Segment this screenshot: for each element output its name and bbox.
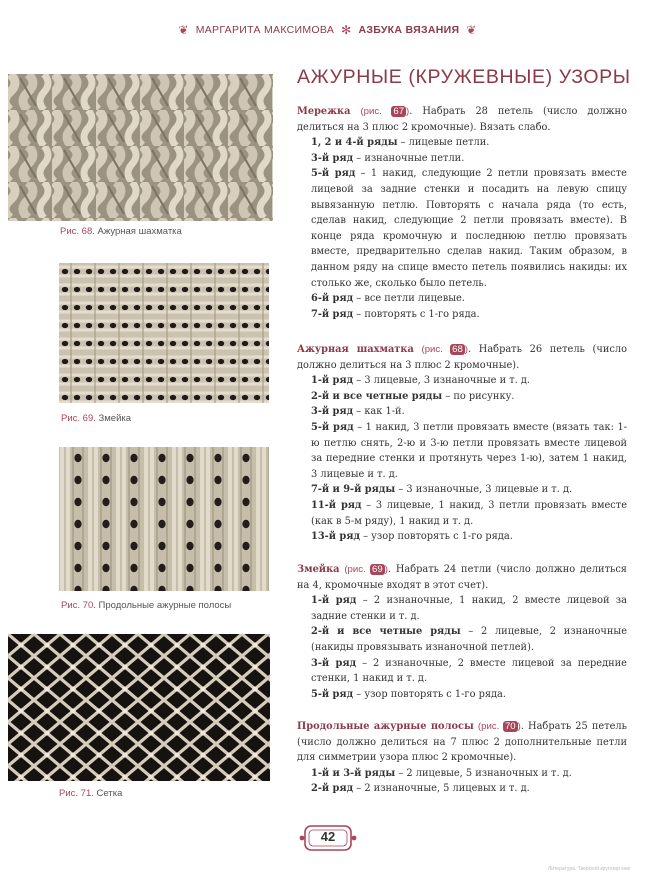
zmeyka-intro: . Набрать 24 петли (число должно делиться на 4, кромочные входят в этот счет). [297, 564, 627, 591]
section-polosy [297, 719, 627, 797]
caption-fig-69-name: Змейка [98, 413, 132, 424]
photo-fig-71 [8, 634, 270, 781]
caption-fig-70 [61, 600, 231, 611]
header-author: МАРГАРИТА МАКСИМОВА [195, 24, 335, 36]
row-label: 13-й ряд [311, 531, 360, 543]
row-label: 7-й ряд [311, 308, 354, 320]
row-item [297, 291, 627, 307]
caption-fig-70-name: Продольные ажурные полосы [98, 600, 232, 611]
section-zmeyka [297, 562, 627, 702]
caption-fig-68 [60, 226, 182, 237]
caption-fig-68-num: Рис. 68. [60, 226, 95, 237]
fig-ref-suffix: ) [464, 344, 468, 355]
row-text: – как 1-й. [353, 406, 405, 418]
row-label: 5-й ряд [311, 421, 354, 433]
caption-fig-69-num: Рис. 69. [61, 413, 96, 424]
section-shakhmatka [297, 342, 627, 545]
row-item [297, 498, 627, 529]
polosy-intro: . Набрать 25 петель (число должно делиться на 7 плюс 2 дополнительные петли для симметрии узора плюс 2 кромочные). [297, 721, 627, 764]
caption-fig-71 [59, 788, 122, 799]
row-label: 5-й ряд [311, 688, 354, 700]
row-label: 1, 2 и 4-й ряды [311, 137, 398, 149]
row-item [297, 687, 627, 703]
row-item [297, 656, 627, 687]
caption-fig-71-name: Сетка [96, 788, 123, 799]
zmeyka-heading: Змейка [297, 564, 340, 575]
header-separator-icon: ✻ [341, 23, 352, 37]
row-text: – узор повторять с 1-го ряда. [353, 688, 507, 700]
row-text: – 2 изнаночные, 5 лицевых и т. д. [353, 783, 530, 795]
row-label: 3-й ряд [311, 152, 354, 164]
row-item [297, 151, 627, 167]
row-item [297, 373, 627, 389]
row-label: 3-й ряд [311, 406, 354, 418]
footnote: Литература. Тверской кругозор книг [548, 866, 631, 872]
zmeyka-fig-ref [344, 564, 388, 575]
fig-ref-suffix: ) [406, 106, 410, 117]
fig-ref-prefix: (рис. [477, 721, 500, 732]
section-merezhka [297, 104, 627, 322]
row-text: – 1 накид, 3 петли провязать вместе (вязать так: 1-ю петлю снять, 2-ю и 3-ю петли провязать вместе лицевой за передние стенки и протянуть через 1-ю), затем 1 накид, 3 лицевые и т. д. [311, 421, 627, 480]
fig-ref-suffix: ) [517, 721, 521, 732]
fig-ref-prefix: (рис. [360, 106, 382, 117]
merezhka-fig-ref [360, 106, 409, 117]
merezhka-heading: Мережка [297, 106, 351, 117]
row-label: 2-й и все четные ряды [311, 626, 461, 638]
row-item [297, 593, 627, 624]
row-item [297, 135, 627, 151]
fig-ref-prefix: (рис. [421, 344, 443, 355]
row-label: 11-й ряд [311, 499, 362, 511]
header-book-title: АЗБУКА ВЯЗАНИЯ [358, 24, 460, 36]
caption-fig-68-name: Ажурная шахматка [97, 226, 182, 237]
row-item [297, 420, 627, 482]
row-text: – 3 изнаночные, 3 лицевые и т. д. [395, 484, 573, 496]
row-label: 1-й и 3-й ряды [311, 767, 396, 779]
row-text: – 1 накид, следующие 2 петли провязать вместе лицевой за задние стенки и посадить на левую спицу вывязанную петлю. Повторять с начала ряда (то есть, сделав накид, следующие 2 петли провязать вместе). В конце ряда кромочную и последнюю петлю провязать вместе, предварительно сделав накид. Таким образом, в данном ряду на спице вместо петель появились накиды: их столько же, сколько было петель. [311, 168, 627, 289]
row-item [297, 529, 627, 545]
row-text: – все петли лицевые. [353, 293, 465, 305]
row-item [297, 389, 627, 405]
row-text: – 2 изнаночные, 2 вместе лицевой за передние стенки, 1 накид и т. д. [311, 657, 627, 685]
row-label: 7-й и 9-й ряды [311, 484, 396, 496]
fig-ref-prefix: (рис. [344, 564, 366, 575]
row-item [297, 766, 627, 782]
shakhmatka-fig-ref [422, 344, 468, 355]
row-text: – 2 изнаночные, 1 накид, 2 вместе лицевой за задние стенки и т. д. [311, 595, 627, 622]
page-number-frame [299, 823, 357, 853]
polosy-heading: Продольные ажурные полосы [297, 721, 474, 732]
row-item [297, 482, 627, 498]
caption-fig-70-num: Рис. 70. [61, 600, 96, 611]
page-number: 42 [320, 829, 336, 844]
row-text: – по рисунку. [442, 390, 515, 402]
fig-ref-number: 67 [393, 106, 405, 117]
ornament-left-icon: ❦ [178, 23, 189, 37]
row-text: – 2 лицевые, 2 изнаночные (накиды провязывать изнаночной петлей). [311, 626, 627, 653]
row-label: 6-й ряд [311, 293, 354, 305]
row-text: – узор повторять с 1-го ряда. [360, 531, 513, 543]
row-label: 5-й ряд [311, 168, 356, 180]
row-item [297, 166, 627, 291]
photo-fig-70 [59, 447, 269, 591]
ornament-right-icon: ❦ [466, 23, 477, 37]
row-text: – 2 лицевые, 5 изнаночных и т. д. [395, 767, 572, 779]
row-label: 2-й ряд [311, 783, 354, 795]
fig-ref-number: 69 [372, 564, 383, 575]
polosy-fig-ref [478, 721, 521, 732]
running-header [0, 20, 655, 40]
row-item [297, 781, 627, 797]
row-text: – лицевые петли. [397, 137, 490, 149]
fig-ref-number: 68 [452, 344, 463, 355]
row-text: – 3 лицевые, 3 изнаночные и т. д. [353, 375, 531, 387]
row-label: 3-й ряд [311, 657, 357, 669]
row-label: 1-й ряд [311, 595, 357, 607]
page-title: АЖУРНЫЕ (КРУЖЕВНЫЕ) УЗОРЫ [297, 66, 631, 88]
row-text: – 3 лицевые, 1 накид, 3 петли провязать вместе (как в 5-м ряду), 1 накид и т. д. [311, 499, 627, 527]
row-text: – изнаночные петли. [353, 152, 465, 164]
shakhmatka-intro: . Набрать 26 петель (число должно делиться на 3 плюс 2 кромочные). [297, 344, 627, 371]
fig-ref-number: 70 [504, 721, 516, 732]
row-text: – повторять с 1-го ряда. [353, 308, 480, 320]
merezhka-intro: . Набрать 28 петель (число должно делиться на 3 плюс 2 кромочные). Вязать слабо. [297, 106, 627, 133]
row-item [297, 624, 627, 655]
photo-fig-69 [59, 263, 269, 403]
fig-ref-suffix: ) [384, 564, 388, 575]
photo-fig-68 [8, 74, 273, 221]
row-label: 2-й и все четные ряды [311, 390, 443, 402]
caption-fig-71-num: Рис. 71. [59, 788, 94, 799]
row-label: 1-й ряд [311, 375, 354, 387]
row-item [297, 307, 627, 323]
shakhmatka-heading: Ажурная шахматка [297, 344, 414, 355]
caption-fig-69 [61, 413, 131, 424]
row-item [297, 404, 627, 420]
